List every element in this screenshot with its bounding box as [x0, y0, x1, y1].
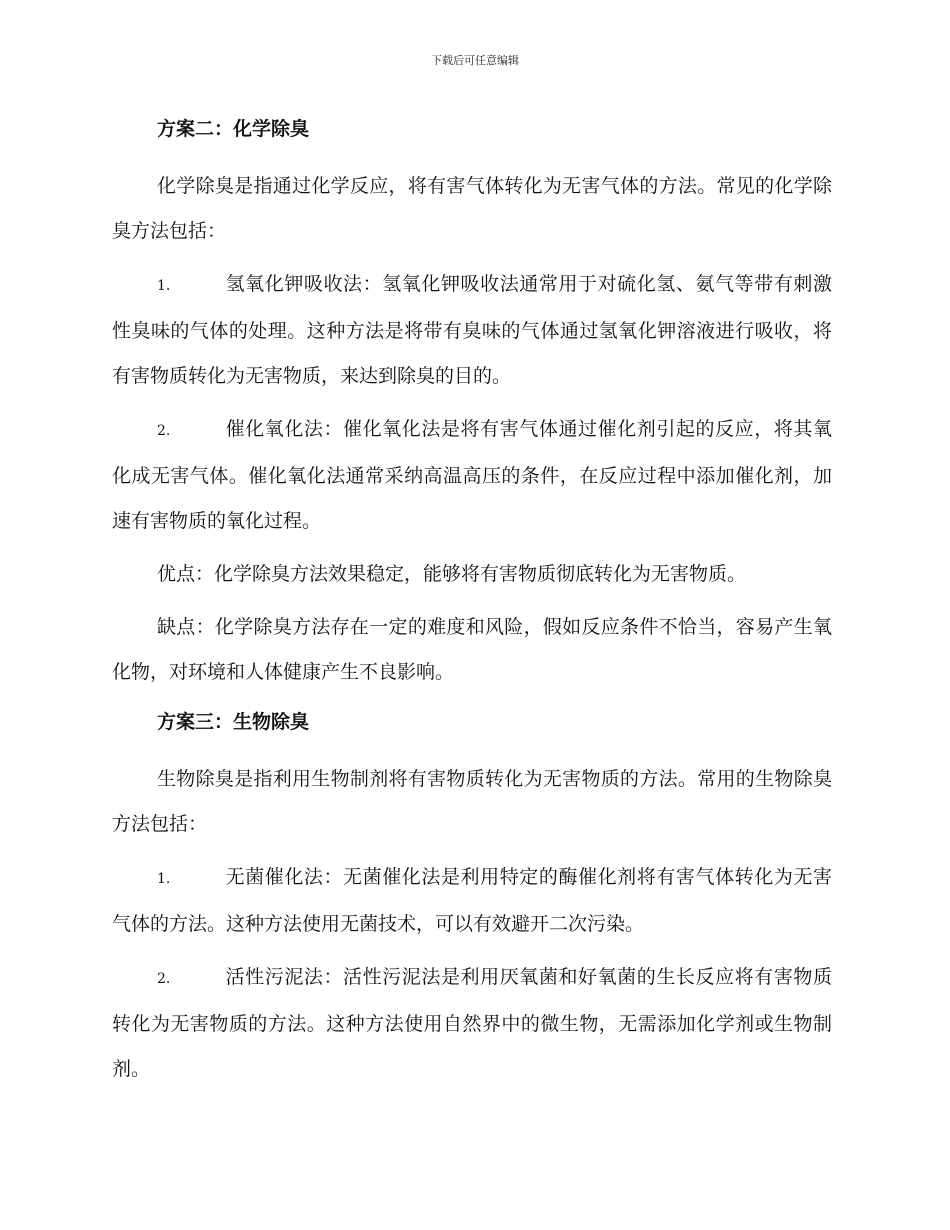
cons-paragraph: 缺点：化学除臭方法存在一定的难度和风险，假如反应条件不恰当，容易产生氧化物，对环境和人体健康产生不良影响。: [112, 616, 832, 683]
section-intro: 生物除臭是指利用生物制剂将有害物质转化为无害物质的方法。常用的生物除臭方法包括：: [112, 768, 832, 835]
list-item: [112, 407, 832, 544]
list-number: 1.: [157, 871, 171, 887]
list-item: [112, 262, 832, 399]
document-body: [112, 110, 832, 1100]
list-item-text: 氢氧化钾吸收法：氢氧化钾吸收法通常用于对硫化氢、氨气等带有刺激性臭味的气体的处理。这种方法是将带有臭味的气体通过氢氧化钾溶液进行吸收，将有害物质转化为无害物质，来达到除臭的目的。: [112, 273, 832, 387]
list-item: [112, 855, 832, 947]
list-item-text: 催化氧化法：催化氧化法是将有害气体通过催化剂引起的反应，将其氧化成无害气体。催化氧化法通常采纳高温高压的条件，在反应过程中添加催化剂，加速有害物质的氧化过程。: [112, 418, 832, 532]
section-heading: 方案二：化学除臭: [157, 118, 310, 140]
section-heading: 方案三：生物除臭: [157, 711, 310, 733]
section-intro: 化学除臭是指通过化学反应，将有害气体转化为无害气体的方法。常见的化学除臭方法包括：: [112, 175, 832, 242]
page-header: 下载后可任意编辑: [431, 54, 519, 67]
list-item-text: 活性污泥法：活性污泥法是利用厌氧菌和好氧菌的生长反应将有害物质转化为无害物质的方法。这种方法使用自然界中的微生物，无需添加化学剂或生物制剂。: [112, 966, 832, 1080]
list-number: 2.: [157, 423, 171, 439]
pros-paragraph: 优点：化学除臭方法效果稳定，能够将有害物质彻底转化为无害物质。: [157, 563, 747, 585]
list-item-text: 无菌催化法：无菌催化法是利用特定的酶催化剂将有害气体转化为无害气体的方法。这种方法使用无菌技术，可以有效避开二次污染。: [112, 866, 832, 935]
list-item: [112, 955, 832, 1092]
list-number: 1.: [157, 278, 171, 294]
list-number: 2.: [157, 971, 171, 987]
